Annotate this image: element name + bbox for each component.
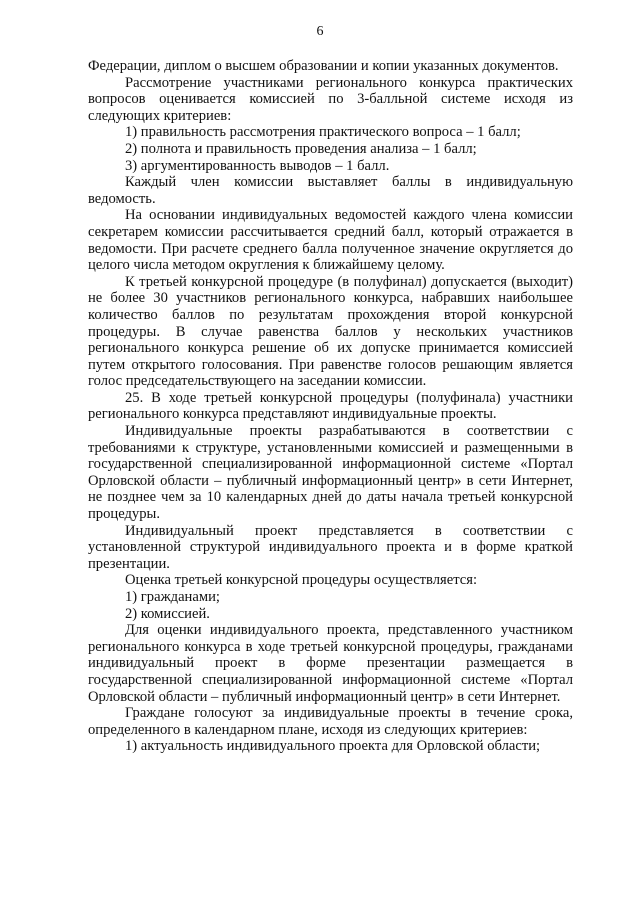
list-item: 2) полнота и правильность проведения анализа – 1 балл;: [125, 140, 477, 157]
paragraph: Каждый член комиссии выставляет баллы в индивидуальную ведомость.: [88, 174, 573, 207]
paragraph: Граждане голосуют за индивидуальные проекты в течение срока, определенного в календарном плане, исходя из следующих критериев:: [88, 705, 573, 738]
paragraph: Индивидуальный проект представляется в соответствии с установленной структурой индивидуального проекта и в форме краткой презентации.: [88, 522, 573, 572]
paragraph: Индивидуальные проекты разрабатываются в соответствии с требованиями к структуре, установленными комиссией и размещенными в государственной специализированной информационной системе «Портал Орловской области – публичный информационный центр» в сети Интернет, не позднее чем за 10 календарных дней до даты начала третьей конкурсной процедуры.: [88, 423, 573, 523]
paragraph: Федерации, диплом о высшем образовании и копии указанных документов.: [88, 58, 559, 74]
paragraph: 25. В ходе третьей конкурсной процедуры (полуфинала) участники регионального конкурса представляют индивидуальные проекты.: [88, 389, 573, 423]
list-item: 1) гражданами;: [125, 589, 220, 605]
paragraph: На основании индивидуальных ведомостей каждого члена комиссии секретарем комиссии рассчитывается средний балл, который отражается в ведомости. При расчете среднего балла полученное значение округляется до целого числа методом округления к ближайшему целому.: [88, 207, 573, 274]
list-item: 3) аргументированность выводов – 1 балл.: [125, 157, 390, 174]
paragraph: Рассмотрение участниками регионального конкурса практических вопросов оценивается комиссией по 3-балльной системе исходя из следующих критериев:: [88, 74, 573, 124]
list-item: 2) комиссией.: [125, 605, 210, 622]
paragraph: Оценка третьей конкурсной процедуры осуществляется:: [125, 572, 478, 589]
paragraph: Для оценки индивидуального проекта, представленного участником регионального конкурса в ходе третьей конкурсной процедуры, гражданами индивидуальный проект в форме презентации размещается в государственной специализированной информационной системе «Портал Орловской области – публичный информационный центр» в сети Интернет.: [88, 622, 573, 705]
paragraph: К третьей конкурсной процедуре (в полуфинал) допускается (выходит) не более 30 участников регионального конкурса, набравших наибольшее количество баллов по результатам прохождения второй конкурсной процедуры. В случае равенства баллов у нескольких участников регионального конкурса решение об их допуске принимается комиссией путем открытого голосования. При равенстве голосов решающим является голос председательствующего на заседании комиссии.: [88, 273, 573, 390]
document-body: [88, 58, 573, 755]
page-number: 6: [316, 24, 324, 39]
list-item: 1) правильность рассмотрения практического вопроса – 1 балл;: [125, 124, 521, 141]
list-item: 1) актуальность индивидуального проекта для Орловской области;: [125, 738, 541, 755]
